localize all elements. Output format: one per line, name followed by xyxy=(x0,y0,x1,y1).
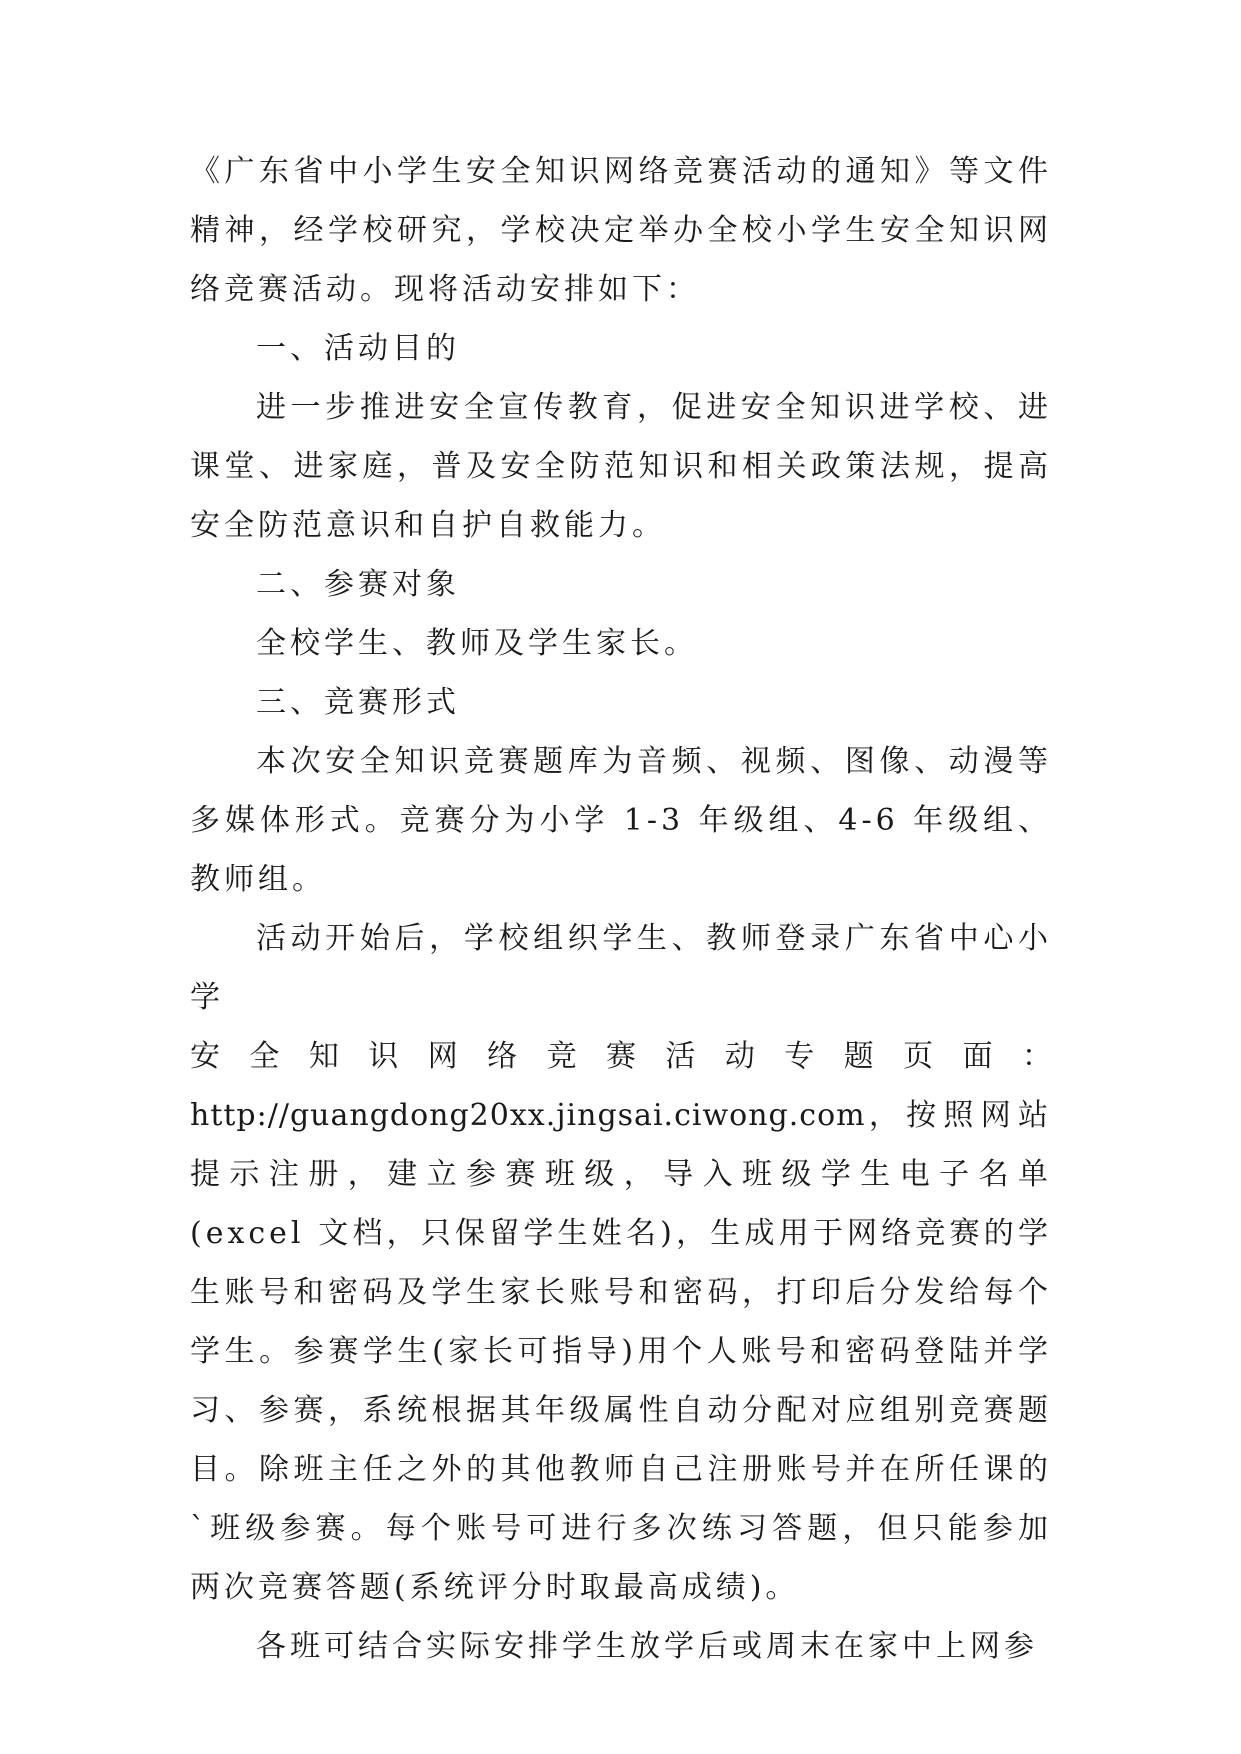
paragraph-participants: 全校学生、教师及学生家长。 xyxy=(256,626,698,661)
paragraph-intro: 《广东省中小学生安全知识网络竞赛活动的通知》等文件精神，经学校研究，学校决定举办全校小学生安全知识网络竞赛活动。现将活动安排如下： xyxy=(190,154,1052,307)
paragraph-process-body xyxy=(190,1086,1052,1617)
paragraph-process-line1: 活动开始后，学校组织学生、教师登录广东省中心小学 xyxy=(190,921,1052,1015)
heading-participants: 二、参赛对象 xyxy=(256,567,460,602)
paragraph-last: 各班可结合实际安排学生放学后或周末在家中上网参 xyxy=(256,1629,1038,1664)
paragraph-process-line2: 安全知识网络竞赛活动专题页面： xyxy=(190,1039,1052,1074)
paragraph-purpose: 进一步推进安全宣传教育，促进安全知识进学校、进课堂、进家庭，普及安全防范知识和相关政策法规，提高安全防范意识和自护自救能力。 xyxy=(190,390,1052,543)
paragraph-process-rest: ，按照网站提示注册，建立参赛班级，导入班级学生电子名单(excel 文档，只保留学生姓名)，生成用于网络竞赛的学生账号和密码及学生家长账号和密码，打印后分发给每个学生。参赛学生(家长可指导)用个人账号和密码登陆并学习、参赛，系统根据其年级属性自动分配对应组别竞赛题目。除班主任之外的其他教师自己注册账号并在所任课的`班级参赛。每个账号可进行多次练习答题，但只能参加两次竞赛答题(系统评分时取最高成绩)。 xyxy=(190,1098,1052,1605)
document-page xyxy=(190,142,1052,1676)
heading-purpose: 一、活动目的 xyxy=(256,331,460,366)
competition-url: http://guangdong20xx.jingsai.ciwong.com xyxy=(190,1098,866,1133)
paragraph-format: 本次安全知识竞赛题库为音频、视频、图像、动漫等多媒体形式。竞赛分为小学 1-3 年级组、4-6 年级组、教师组。 xyxy=(190,744,1052,897)
heading-format: 三、竞赛形式 xyxy=(256,685,460,720)
